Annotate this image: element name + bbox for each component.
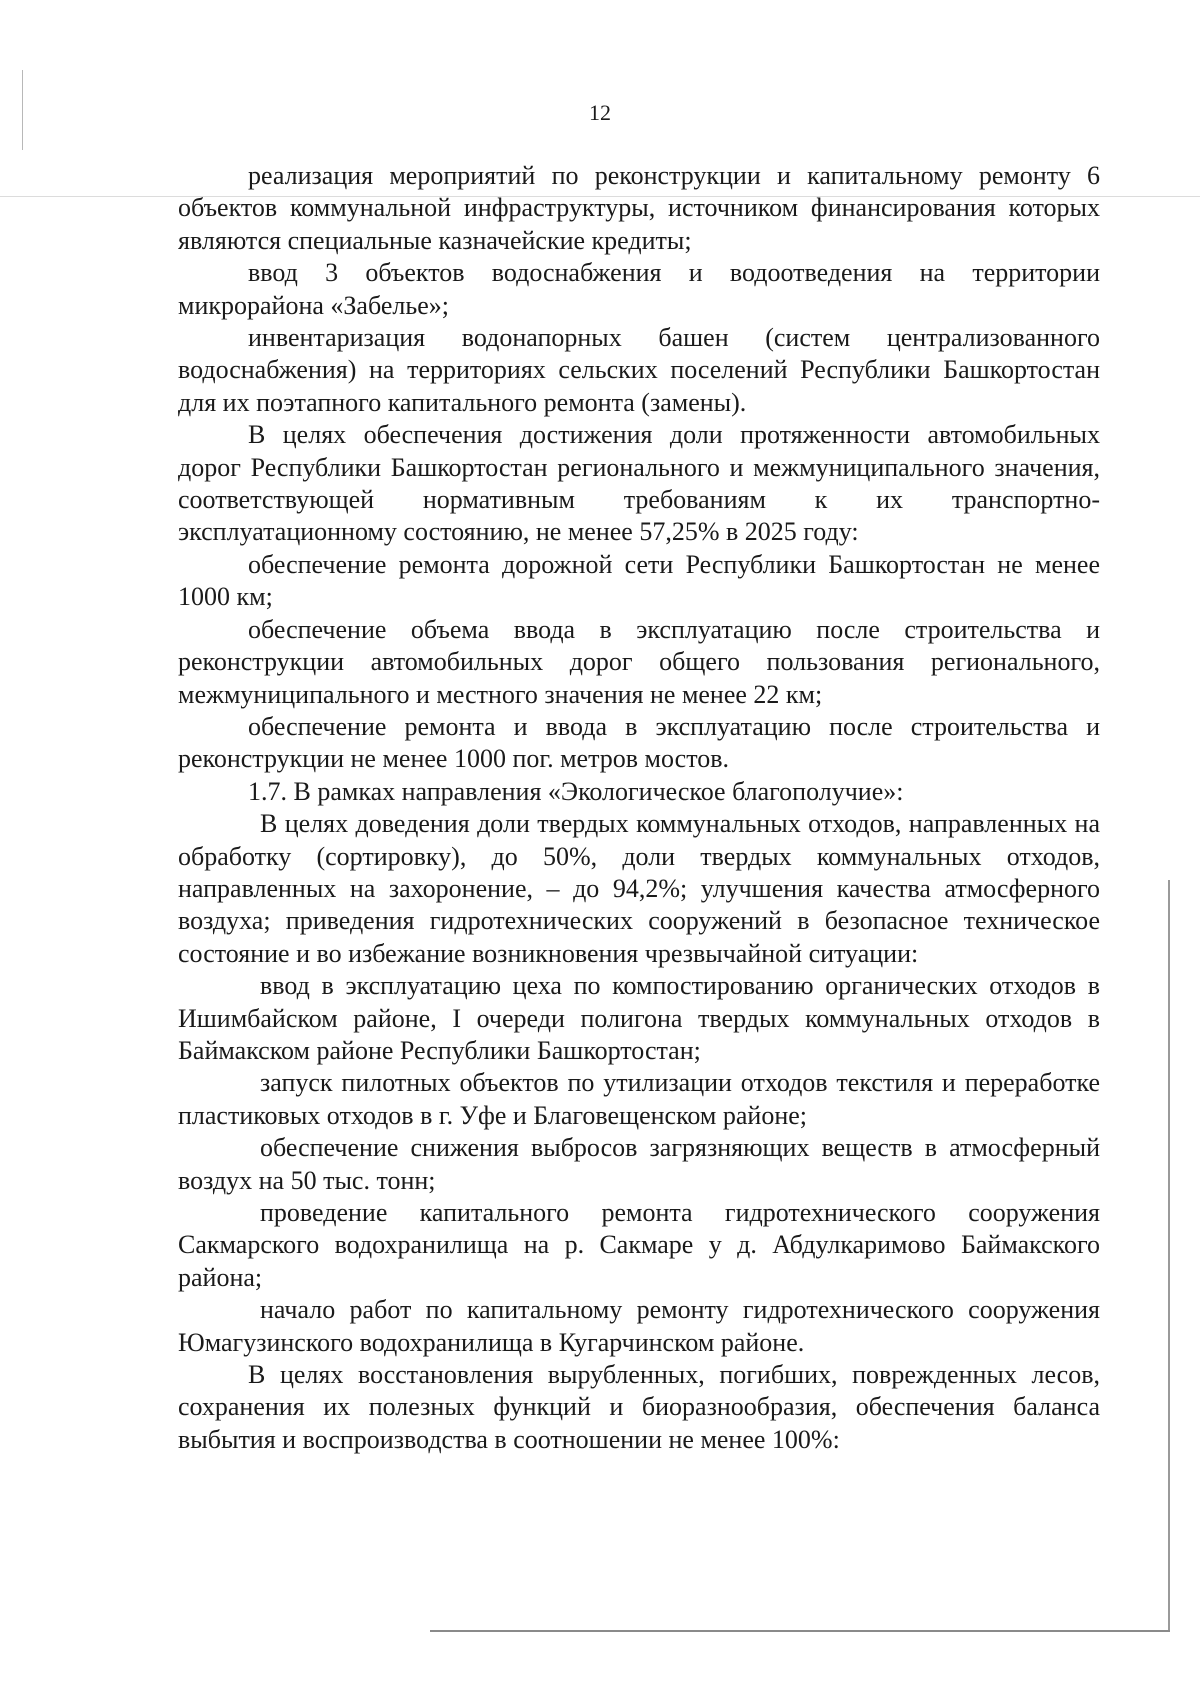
scan-artifact-bottom xyxy=(430,1630,1170,1632)
scan-artifact-right xyxy=(1168,880,1170,1630)
paragraph: обеспечение объема ввода в эксплуатацию после строительства и реконструкции автомобильных дорог общего пользования регионального, межмуниципального и местного значения не менее 22 км; xyxy=(178,614,1100,709)
paragraph: обеспечение снижения выбросов загрязняющих веществ в атмосферный воздух на 50 тыс. тонн; xyxy=(178,1133,1100,1195)
paragraph: начало работ по капитальному ремонту гидротехнического сооружения Юмагузинского водохранилища в Кугарчинском районе. xyxy=(178,1295,1100,1357)
paragraph: инвентаризация водонапорных башен (систем централизованного водоснабжения) на территориях сельских поселений Республики Башкортостан для их поэтапного капитального ремонта (замены). xyxy=(178,323,1100,417)
paragraph: запуск пилотных объектов по утилизации отходов текстиля и переработке пластиковых отходов в г. Уфе и Благовещенском районе; xyxy=(178,1068,1100,1130)
page-number: 12 xyxy=(589,100,611,125)
document-body xyxy=(178,160,1100,1456)
paragraph: обеспечение ремонта и ввода в эксплуатацию после строительства и реконструкции не менее 1000 пог. метров мостов. xyxy=(178,711,1100,774)
paragraph: В целях восстановления вырубленных, погибших, поврежденных лесов, сохранения их полезных функций и биоразнообразия, обеспечения баланса выбытия и воспроизводства в соотношении не менее 100%: xyxy=(178,1360,1100,1454)
paragraph: В целях обеспечения достижения доли протяженности автомобильных дорог Республики Башкортостан регионального и межмуниципального значения, соответствующей нормативным требованиям к их транспортно-эксплуатационному состоянию, не менее 57,25% в 2025 году: xyxy=(178,420,1100,547)
paragraph: проведение капитального ремонта гидротехнического сооружения Сакмарского водохранилища на р. Сакмаре у д. Абдулкаримово Баймакского района; xyxy=(178,1198,1100,1292)
paragraph: ввод 3 объектов водоснабжения и водоотведения на территории микрорайона «Забелье»; xyxy=(178,258,1100,320)
paragraph: реализация мероприятий по реконструкции и капитальному ремонту 6 объектов коммунальной инфраструктуры, источником финансирования которых являются специальные казначейские кредиты; xyxy=(178,161,1100,255)
section-heading: 1.7. В рамках направления «Экологическое благополучие»: xyxy=(248,776,904,806)
paragraph: обеспечение ремонта дорожной сети Республики Башкортостан не менее 1000 км; xyxy=(178,549,1100,612)
paragraph: ввод в эксплуатацию цеха по компостированию органических отходов в Ишимбайском районе, I очереди полигона твердых коммунальных отходов в Баймакском районе Республики Башкортостан; xyxy=(178,971,1100,1065)
paragraph: В целях доведения доли твердых коммунальных отходов, направленных на обработку (сортировку), до 50%, доли твердых коммунальных отходов, направленных на захоронение, – до 94,2%; улучшения качества атмосферного воздуха; приведения гидротехнических сооружений в безопасное техническое состояние и во избежание возникновения чрезвычайной ситуации: xyxy=(178,809,1100,968)
